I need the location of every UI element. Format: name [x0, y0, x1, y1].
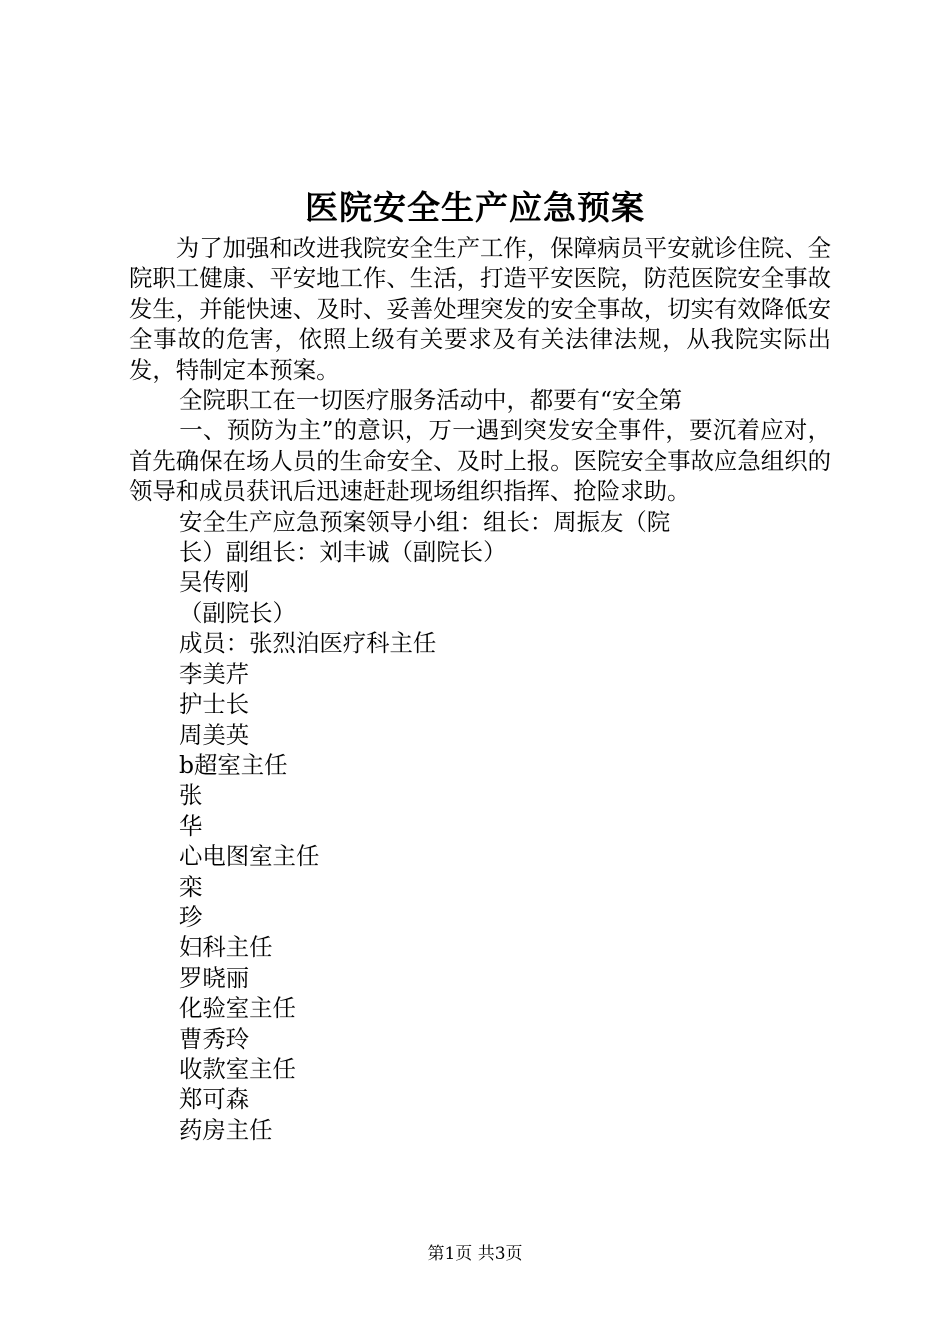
paragraph-safety-start: 全院职工在一切医疗服务活动中，都要有“安全第: [179, 386, 683, 415]
list-line: 化验室主任: [179, 994, 296, 1023]
list-line: 曹秀玲: [179, 1024, 250, 1053]
list-line: 华: [179, 811, 203, 840]
list-line: 药房主任: [179, 1115, 273, 1144]
list-line: 吴传刚: [179, 568, 250, 597]
list-line: 安全生产应急预案领导小组：组长：周振友（院: [179, 507, 671, 536]
paragraph-safety-cont: [129, 415, 831, 506]
list-line: b超室主任: [179, 750, 288, 779]
page-number: 第1页 共3页: [427, 1244, 523, 1264]
list-line: 张: [179, 781, 203, 810]
list-line: （副院长）: [179, 598, 296, 627]
document-body: [129, 233, 831, 1145]
list-line: 郑可森: [179, 1085, 250, 1114]
document-title: 医院安全生产应急预案: [305, 188, 645, 227]
list-line: 收款室主任: [179, 1054, 296, 1083]
list-line: 罗晓丽: [179, 963, 250, 992]
list-line: 栾: [179, 872, 203, 901]
list-line: 李美芹: [179, 659, 250, 688]
list-line: 心电图室主任: [179, 842, 320, 871]
paragraph-safety-text: 一、预防为主”的意识，万一遇到突发安全事件，要沉着应对，首先确保在场人员的生命安全、及时上报。医院安全事故应急组织的领导和成员获讯后迅速赶赴现场组织指挥、抢险求助。: [129, 416, 831, 506]
list-line: 珍: [179, 902, 203, 931]
list-line: 妇科主任: [179, 933, 273, 962]
list-line: 成员：张烈泊医疗科主任: [179, 629, 437, 658]
list-line: 护士长: [179, 690, 250, 719]
list-line: 周美英: [179, 720, 250, 749]
paragraph-intro: 为了加强和改进我院安全生产工作，保障病员平安就诊住院、全院职工健康、平安地工作、生活，打造平安医院，防范医院安全事故发生，并能快速、及时、妥善处理突发的安全事故，切实有效降低安全事故的危害，依照上级有关要求及有关法律法规，从我院实际出发，特制定本预案。: [129, 234, 831, 384]
list-line: 长）副组长：刘丰诚（副院长）: [179, 538, 507, 567]
